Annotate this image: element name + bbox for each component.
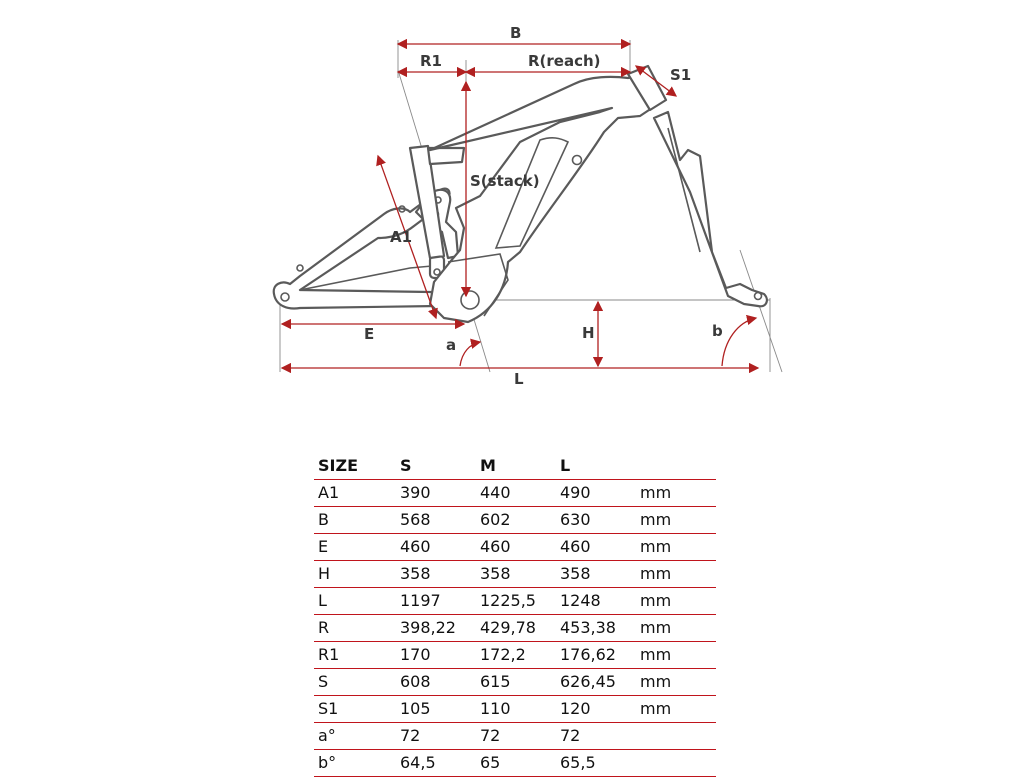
table-row xyxy=(314,669,716,696)
geometry-table xyxy=(314,453,716,777)
table-row xyxy=(314,696,716,723)
value-cell: 176,62 xyxy=(556,642,636,669)
table-row xyxy=(314,534,716,561)
label-H: H xyxy=(582,324,595,342)
row-label: b° xyxy=(314,750,396,777)
value-cell: 460 xyxy=(396,534,476,561)
value-cell: 453,38 xyxy=(556,615,636,642)
unit-cell: mm xyxy=(636,480,716,507)
unit-cell: mm xyxy=(636,588,716,615)
header-unit xyxy=(636,453,716,480)
value-cell: 602 xyxy=(476,507,556,534)
label-B: B xyxy=(510,24,522,42)
unit-cell: mm xyxy=(636,615,716,642)
fork xyxy=(628,66,767,306)
value-cell: 110 xyxy=(476,696,556,723)
label-S1: S1 xyxy=(670,66,692,84)
value-cell: 460 xyxy=(556,534,636,561)
table-row xyxy=(314,615,716,642)
value-cell: 568 xyxy=(396,507,476,534)
row-label: R1 xyxy=(314,642,396,669)
value-cell: 440 xyxy=(476,480,556,507)
main-frame xyxy=(430,76,658,322)
unit-cell: mm xyxy=(636,534,716,561)
label-b: b xyxy=(712,322,723,340)
table-row xyxy=(314,480,716,507)
unit-cell: mm xyxy=(636,642,716,669)
unit-cell: mm xyxy=(636,507,716,534)
unit-cell: mm xyxy=(636,561,716,588)
value-cell: 398,22 xyxy=(396,615,476,642)
label-R1: R1 xyxy=(420,52,442,70)
table-row xyxy=(314,588,716,615)
unit-cell xyxy=(636,750,716,777)
header-size: SIZE xyxy=(314,453,396,480)
value-cell: 626,45 xyxy=(556,669,636,696)
header-m: M xyxy=(476,453,556,480)
value-cell: 608 xyxy=(396,669,476,696)
row-label: A1 xyxy=(314,480,396,507)
unit-cell: mm xyxy=(636,669,716,696)
table-row xyxy=(314,507,716,534)
row-label: H xyxy=(314,561,396,588)
value-cell: 65 xyxy=(476,750,556,777)
value-cell: 490 xyxy=(556,480,636,507)
value-cell: 170 xyxy=(396,642,476,669)
value-cell: 64,5 xyxy=(396,750,476,777)
label-R: R(reach) xyxy=(528,52,601,70)
label-A1: A1 xyxy=(390,228,413,246)
row-label: S1 xyxy=(314,696,396,723)
table-row xyxy=(314,561,716,588)
value-cell: 105 xyxy=(396,696,476,723)
header-s: S xyxy=(396,453,476,480)
row-label: B xyxy=(314,507,396,534)
row-label: R xyxy=(314,615,396,642)
unit-cell: mm xyxy=(636,696,716,723)
value-cell: 429,78 xyxy=(476,615,556,642)
table-row xyxy=(314,723,716,750)
value-cell: 1225,5 xyxy=(476,588,556,615)
table-row xyxy=(314,642,716,669)
value-cell: 72 xyxy=(396,723,476,750)
table-header-row xyxy=(314,453,716,480)
value-cell: 358 xyxy=(556,561,636,588)
label-L: L xyxy=(514,370,524,388)
row-label: S xyxy=(314,669,396,696)
value-cell: 1197 xyxy=(396,588,476,615)
value-cell: 630 xyxy=(556,507,636,534)
label-S: S(stack) xyxy=(470,172,540,190)
value-cell: 390 xyxy=(396,480,476,507)
value-cell: 1248 xyxy=(556,588,636,615)
table-row xyxy=(314,750,716,777)
row-label: L xyxy=(314,588,396,615)
value-cell: 72 xyxy=(476,723,556,750)
value-cell: 72 xyxy=(556,723,636,750)
value-cell: 65,5 xyxy=(556,750,636,777)
row-label: a° xyxy=(314,723,396,750)
value-cell: 615 xyxy=(476,669,556,696)
value-cell: 172,2 xyxy=(476,642,556,669)
value-cell: 120 xyxy=(556,696,636,723)
value-cell: 358 xyxy=(476,561,556,588)
table-body xyxy=(314,480,716,777)
unit-cell xyxy=(636,723,716,750)
value-cell: 460 xyxy=(476,534,556,561)
row-label: E xyxy=(314,534,396,561)
label-a: a xyxy=(446,336,457,354)
value-cell: 358 xyxy=(396,561,476,588)
label-E: E xyxy=(364,325,375,343)
header-l: L xyxy=(556,453,636,480)
